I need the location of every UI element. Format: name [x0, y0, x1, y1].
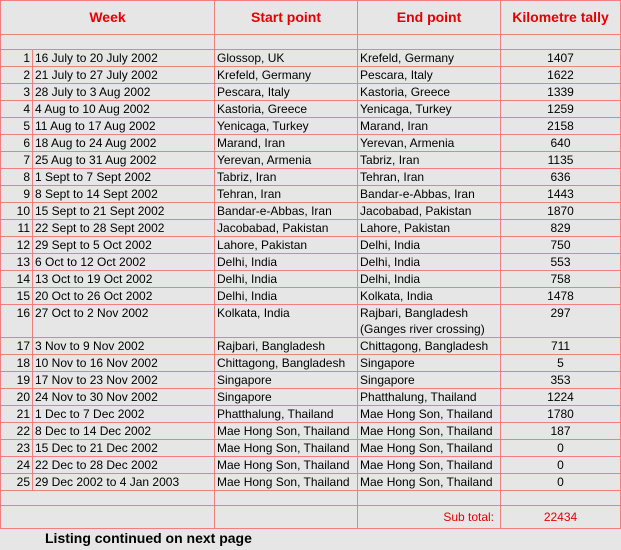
start-point-cell: Chittagong, Bangladesh — [215, 355, 358, 372]
week-cell: 6 Oct to 12 Oct 2002 — [33, 254, 215, 271]
end-point-cell: Krefeld, Germany — [358, 50, 501, 67]
table-row — [1, 338, 621, 355]
table-row — [1, 474, 621, 491]
row-number-cell: 24 — [1, 457, 33, 474]
end-point-text: Rajbari, Bangladesh — [360, 306, 469, 320]
spacer-cell — [358, 35, 501, 50]
start-point-cell: Delhi, India — [215, 288, 358, 305]
spacer-cell — [358, 491, 501, 506]
start-point-cell: Jacobabad, Pakistan — [215, 220, 358, 237]
kilometre-cell: 0 — [501, 440, 621, 457]
spacer-row — [1, 491, 621, 506]
row-number-cell: 7 — [1, 152, 33, 169]
table-row — [1, 271, 621, 288]
start-point-cell: Pescara, Italy — [215, 84, 358, 101]
row-number-cell: 4 — [1, 101, 33, 118]
row-number-cell: 9 — [1, 186, 33, 203]
week-cell: 22 Sept to 28 Sept 2002 — [33, 220, 215, 237]
start-point-cell: Rajbari, Bangladesh — [215, 338, 358, 355]
spacer-row — [1, 35, 621, 50]
kilometre-cell: 353 — [501, 372, 621, 389]
kilometre-cell: 758 — [501, 271, 621, 288]
kilometre-cell: 1259 — [501, 101, 621, 118]
start-point-cell: Mae Hong Son, Thailand — [215, 423, 358, 440]
end-point-cell: Bandar-e-Abbas, Iran — [358, 186, 501, 203]
row-number-cell: 2 — [1, 67, 33, 84]
end-point-cell: Singapore — [358, 355, 501, 372]
start-point-cell: Singapore — [215, 389, 358, 406]
spacer-cell — [501, 35, 621, 50]
table-row — [1, 423, 621, 440]
table-row — [1, 186, 621, 203]
table-row — [1, 203, 621, 220]
row-number-cell: 12 — [1, 237, 33, 254]
row-number-cell: 17 — [1, 338, 33, 355]
kilometre-cell: 297 — [501, 305, 621, 338]
spacer-cell — [501, 491, 621, 506]
week-cell: 29 Dec 2002 to 4 Jan 2003 — [33, 474, 215, 491]
start-point-cell: Singapore — [215, 372, 358, 389]
kilometre-cell: 1224 — [501, 389, 621, 406]
kilometre-cell: 711 — [501, 338, 621, 355]
table-row — [1, 220, 621, 237]
week-cell: 17 Nov to 23 Nov 2002 — [33, 372, 215, 389]
table-row — [1, 406, 621, 423]
kilometre-cell: 1622 — [501, 67, 621, 84]
kilometre-cell: 0 — [501, 457, 621, 474]
header-kilometre-tally: Kilometre tally — [501, 1, 621, 35]
table-row — [1, 169, 621, 186]
start-point-cell: Glossop, UK — [215, 50, 358, 67]
week-cell: 21 July to 27 July 2002 — [33, 67, 215, 84]
week-cell: 18 Aug to 24 Aug 2002 — [33, 135, 215, 152]
header-row — [1, 1, 621, 35]
end-point-cell: Mae Hong Son, Thailand — [358, 457, 501, 474]
kilometre-cell: 2158 — [501, 118, 621, 135]
end-point-cell: Tehran, Iran — [358, 169, 501, 186]
header-start-point: Start point — [215, 1, 358, 35]
kilometre-cell: 187 — [501, 423, 621, 440]
week-cell: 8 Dec to 14 Dec 2002 — [33, 423, 215, 440]
end-point-note: (Ganges river crossing) — [360, 322, 485, 336]
week-cell: 15 Dec to 21 Dec 2002 — [33, 440, 215, 457]
start-point-cell: Phatthalung, Thailand — [215, 406, 358, 423]
week-cell: 3 Nov to 9 Nov 2002 — [33, 338, 215, 355]
start-point-cell: Mae Hong Son, Thailand — [215, 457, 358, 474]
end-point-cell: Jacobabad, Pakistan — [358, 203, 501, 220]
row-number-cell: 15 — [1, 288, 33, 305]
table-row — [1, 372, 621, 389]
kilometre-cell: 1135 — [501, 152, 621, 169]
table-row — [1, 440, 621, 457]
end-point-cell: Lahore, Pakistan — [358, 220, 501, 237]
week-cell: 1 Sept to 7 Sept 2002 — [33, 169, 215, 186]
end-point-cell: Kolkata, India — [358, 288, 501, 305]
subtotal-row — [1, 506, 621, 529]
table-row — [1, 50, 621, 67]
kilometre-cell: 1443 — [501, 186, 621, 203]
end-point-cell: Tabriz, Iran — [358, 152, 501, 169]
table-row — [1, 389, 621, 406]
kilometre-cell: 5 — [501, 355, 621, 372]
kilometre-cell: 553 — [501, 254, 621, 271]
kilometre-cell: 1780 — [501, 406, 621, 423]
row-number-cell: 19 — [1, 372, 33, 389]
spacer-cell — [1, 35, 215, 50]
week-cell: 11 Aug to 17 Aug 2002 — [33, 118, 215, 135]
table-row — [1, 457, 621, 474]
row-number-cell: 21 — [1, 406, 33, 423]
week-cell: 27 Oct to 2 Nov 2002 — [33, 305, 215, 338]
end-point-cell: Pescara, Italy — [358, 67, 501, 84]
subtotal-empty — [1, 506, 215, 529]
row-number-cell: 8 — [1, 169, 33, 186]
row-number-cell: 10 — [1, 203, 33, 220]
kilometre-cell: 1339 — [501, 84, 621, 101]
end-point-cell: Phatthalung, Thailand — [358, 389, 501, 406]
week-cell: 1 Dec to 7 Dec 2002 — [33, 406, 215, 423]
table-row — [1, 355, 621, 372]
row-number-cell: 25 — [1, 474, 33, 491]
table-row — [1, 135, 621, 152]
spacer-cell — [1, 491, 215, 506]
kilometre-cell: 636 — [501, 169, 621, 186]
end-point-cell: Mae Hong Son, Thailand — [358, 474, 501, 491]
week-cell: 15 Sept to 21 Sept 2002 — [33, 203, 215, 220]
start-point-cell: Lahore, Pakistan — [215, 237, 358, 254]
week-cell: 20 Oct to 26 Oct 2002 — [33, 288, 215, 305]
table-row — [1, 67, 621, 84]
start-point-cell: Delhi, India — [215, 271, 358, 288]
end-point-cell: Mae Hong Son, Thailand — [358, 440, 501, 457]
start-point-cell: Yerevan, Armenia — [215, 152, 358, 169]
end-point-cell: Kastoria, Greece — [358, 84, 501, 101]
spacer-cell — [215, 491, 358, 506]
week-cell: 16 July to 20 July 2002 — [33, 50, 215, 67]
subtotal-empty — [215, 506, 358, 529]
week-cell: 4 Aug to 10 Aug 2002 — [33, 101, 215, 118]
row-number-cell: 23 — [1, 440, 33, 457]
kilometre-cell: 640 — [501, 135, 621, 152]
table-row — [1, 152, 621, 169]
start-point-cell: Tehran, Iran — [215, 186, 358, 203]
end-point-cell: Mae Hong Son, Thailand — [358, 423, 501, 440]
week-cell: 28 July to 3 Aug 2002 — [33, 84, 215, 101]
start-point-cell: Kolkata, India — [215, 305, 358, 338]
row-number-cell: 16 — [1, 305, 33, 338]
row-number-cell: 14 — [1, 271, 33, 288]
table-row — [1, 254, 621, 271]
kilometre-cell: 750 — [501, 237, 621, 254]
table-row — [1, 84, 621, 101]
end-point-cell: Yerevan, Armenia — [358, 135, 501, 152]
row-number-cell: 18 — [1, 355, 33, 372]
kilometre-cell: 0 — [501, 474, 621, 491]
table-row — [1, 237, 621, 254]
week-cell: 22 Dec to 28 Dec 2002 — [33, 457, 215, 474]
start-point-cell: Mae Hong Son, Thailand — [215, 440, 358, 457]
start-point-cell: Tabriz, Iran — [215, 169, 358, 186]
table-row — [1, 101, 621, 118]
table-body — [1, 50, 621, 491]
row-number-cell: 11 — [1, 220, 33, 237]
start-point-cell: Marand, Iran — [215, 135, 358, 152]
subtotal-value: 22434 — [501, 506, 621, 529]
kilometre-cell: 829 — [501, 220, 621, 237]
end-point-cell — [358, 305, 501, 338]
row-number-cell: 5 — [1, 118, 33, 135]
week-cell: 29 Sept to 5 Oct 2002 — [33, 237, 215, 254]
row-number-cell: 1 — [1, 50, 33, 67]
row-number-cell: 6 — [1, 135, 33, 152]
start-point-cell: Krefeld, Germany — [215, 67, 358, 84]
week-cell: 25 Aug to 31 Aug 2002 — [33, 152, 215, 169]
week-cell: 13 Oct to 19 Oct 2002 — [33, 271, 215, 288]
kilometre-cell: 1478 — [501, 288, 621, 305]
kilometre-cell: 1407 — [501, 50, 621, 67]
end-point-cell: Marand, Iran — [358, 118, 501, 135]
end-point-cell: Delhi, India — [358, 271, 501, 288]
row-number-cell: 13 — [1, 254, 33, 271]
spacer-cell — [215, 35, 358, 50]
subtotal-label: Sub total: — [358, 506, 501, 529]
start-point-cell: Bandar-e-Abbas, Iran — [215, 203, 358, 220]
end-point-cell: Yenicaga, Turkey — [358, 101, 501, 118]
end-point-cell: Singapore — [358, 372, 501, 389]
end-point-cell: Delhi, India — [358, 254, 501, 271]
start-point-cell: Yenicaga, Turkey — [215, 118, 358, 135]
kilometre-cell: 1870 — [501, 203, 621, 220]
table-row — [1, 305, 621, 338]
start-point-cell: Delhi, India — [215, 254, 358, 271]
row-number-cell: 3 — [1, 84, 33, 101]
week-cell: 10 Nov to 16 Nov 2002 — [33, 355, 215, 372]
table-row — [1, 288, 621, 305]
header-week: Week — [1, 1, 215, 35]
end-point-cell: Chittagong, Bangladesh — [358, 338, 501, 355]
continued-note: Listing continued on next page — [45, 530, 252, 546]
header-end-point: End point — [358, 1, 501, 35]
week-cell: 24 Nov to 30 Nov 2002 — [33, 389, 215, 406]
start-point-cell: Kastoria, Greece — [215, 101, 358, 118]
row-number-cell: 22 — [1, 423, 33, 440]
end-point-cell: Delhi, India — [358, 237, 501, 254]
row-number-cell: 20 — [1, 389, 33, 406]
start-point-cell: Mae Hong Son, Thailand — [215, 474, 358, 491]
table-row — [1, 118, 621, 135]
week-cell: 8 Sept to 14 Sept 2002 — [33, 186, 215, 203]
end-point-cell: Mae Hong Son, Thailand — [358, 406, 501, 423]
